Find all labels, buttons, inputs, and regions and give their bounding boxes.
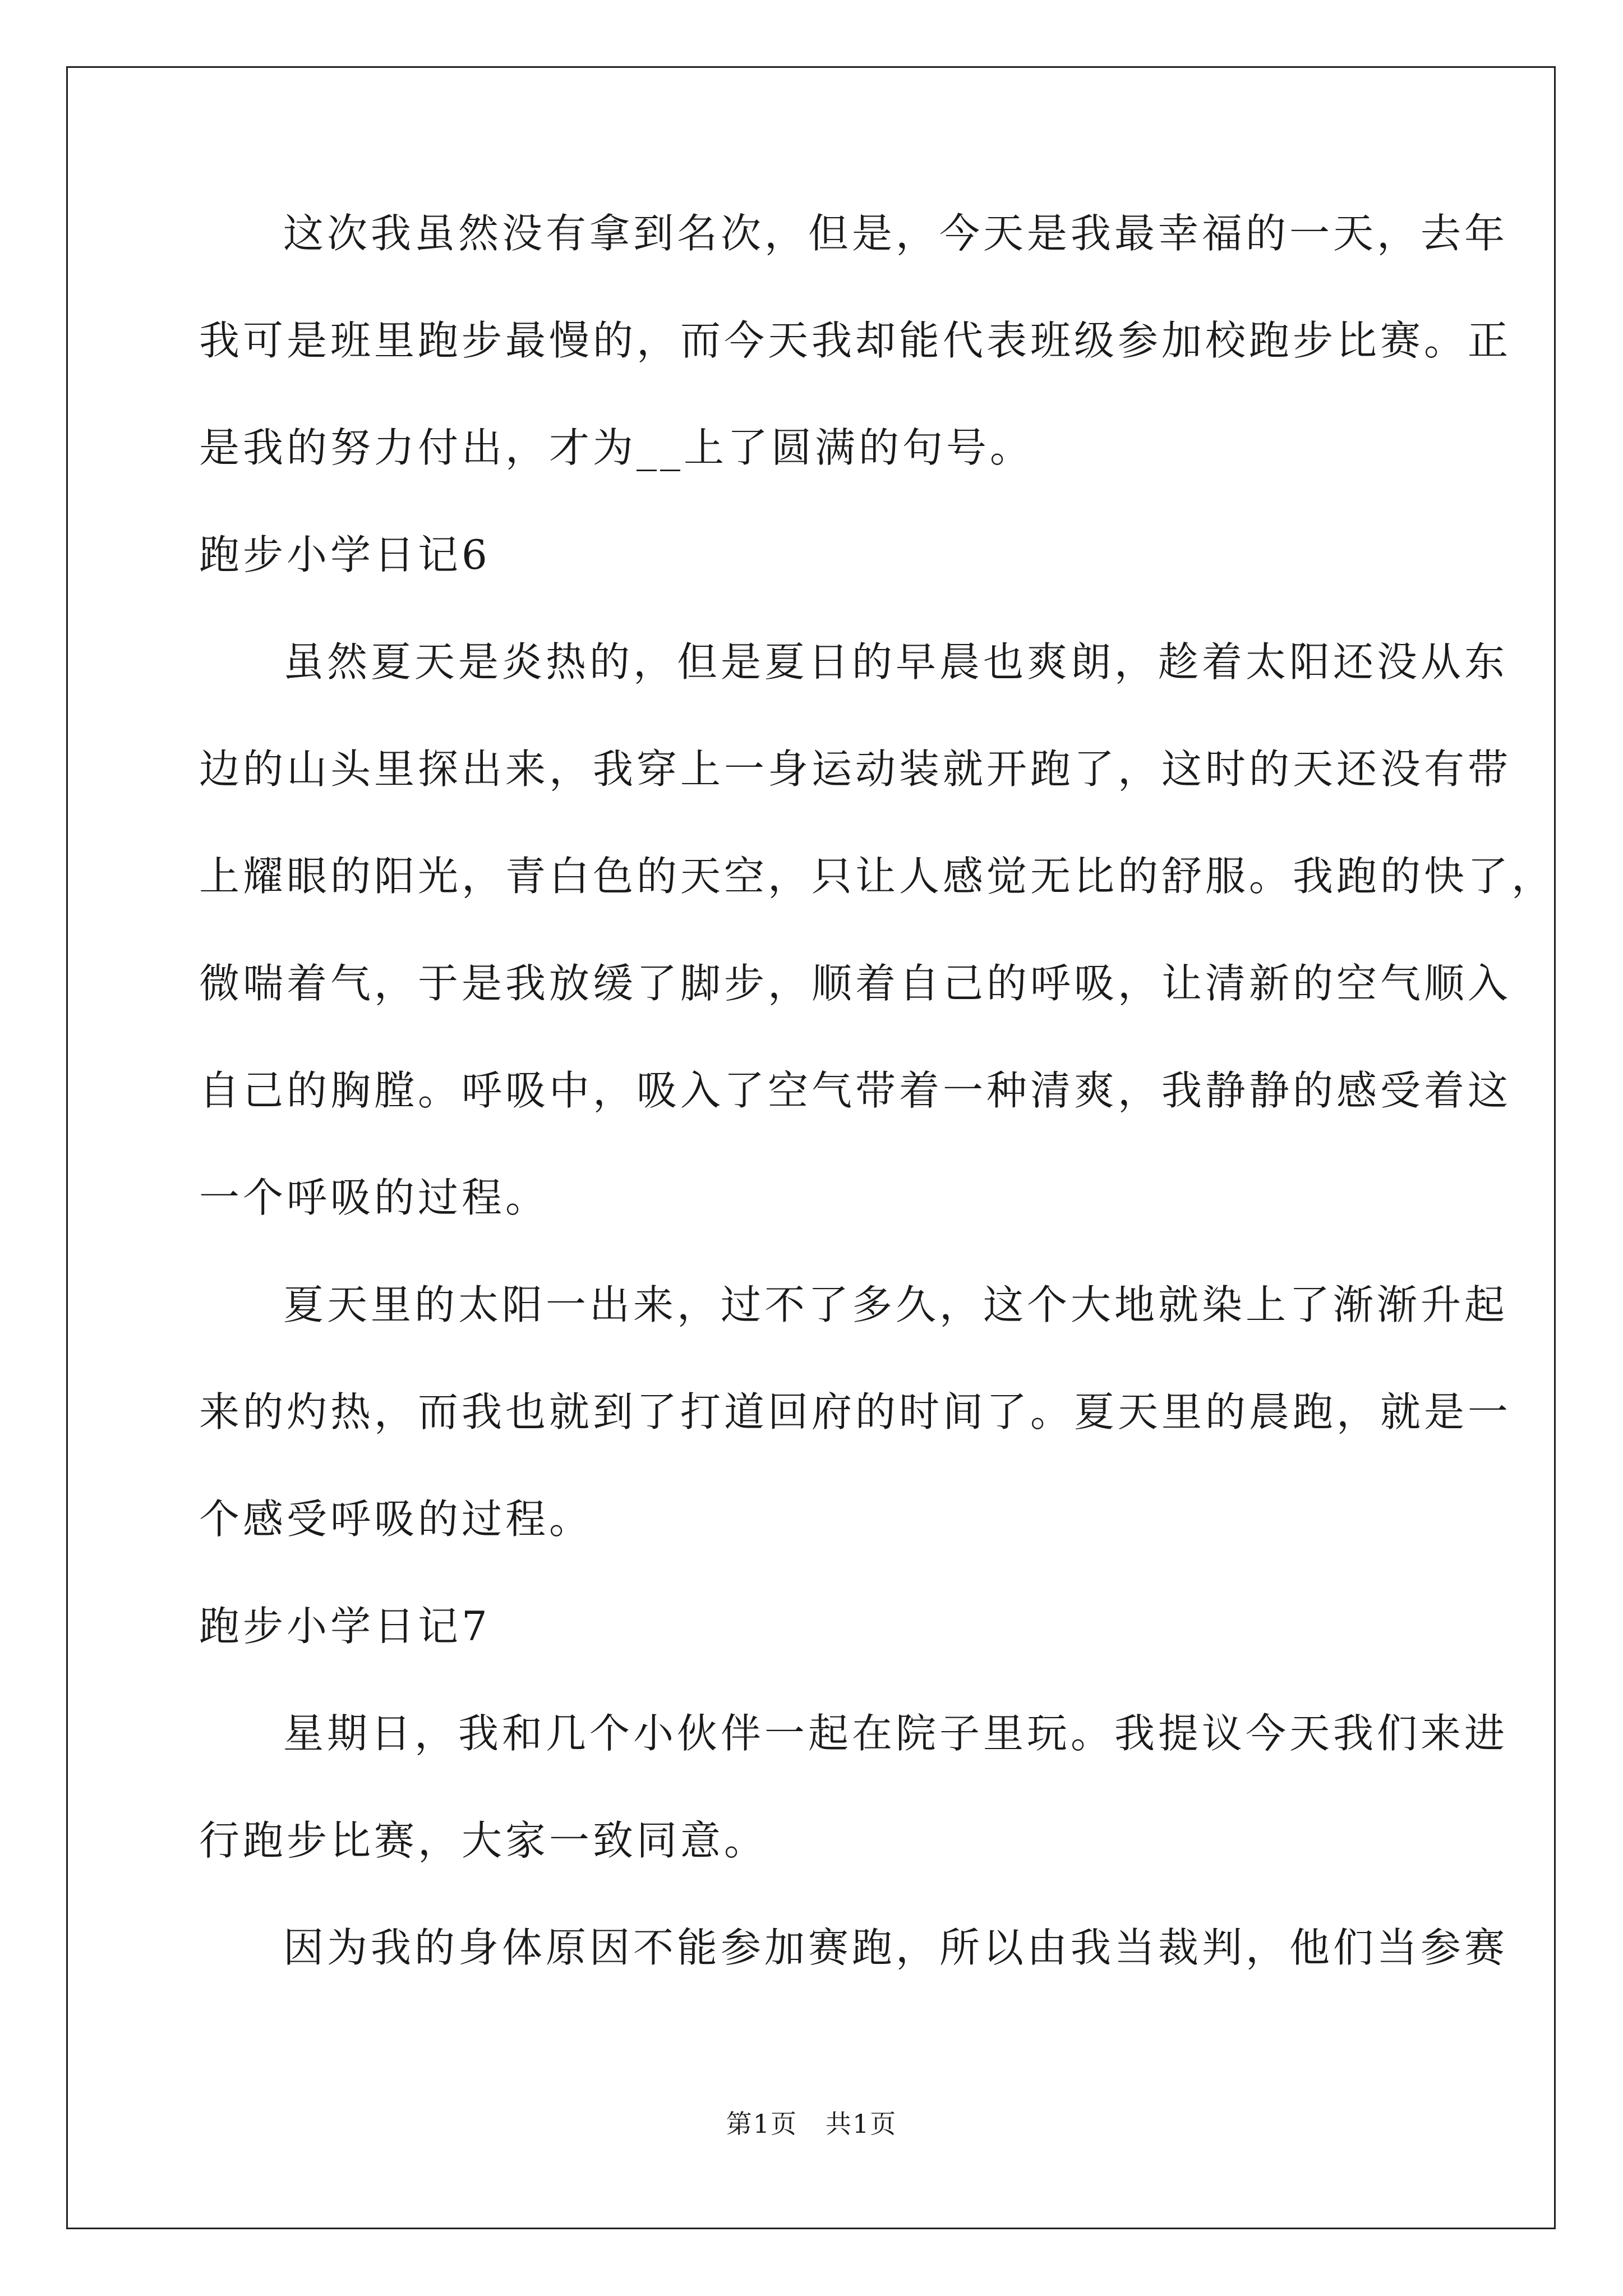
text-line: 这次我虽然没有拿到名次，但是，今天是我最幸福的一天，去年 xyxy=(283,210,1509,257)
text-line: 个感受呼吸的过程。 xyxy=(199,1496,593,1543)
text-line: 来的灼热，而我也就到了打道回府的时间了。夏天里的晨跑，就是一 xyxy=(199,1388,1512,1435)
text-line: 上耀眼的阳光，青白色的天空，只让人感觉无比的舒服。我跑的快了， xyxy=(199,853,1556,900)
document-body xyxy=(199,210,1556,2035)
page-footer xyxy=(0,2104,1623,2141)
section-heading: 跑步小学日记6 xyxy=(199,531,491,578)
text-line: 自己的胸膛。呼吸中，吸入了空气带着一种清爽，我静静的感受着这 xyxy=(199,1067,1512,1114)
text-line: 微喘着气，于是我放缓了脚步，顺着自己的呼吸，让清新的空气顺入 xyxy=(199,960,1512,1007)
text-line: 虽然夏天是炎热的，但是夏日的早晨也爽朗，趁着太阳还没从东 xyxy=(283,638,1509,685)
text-line: 因为我的身体原因不能参加赛跑，所以由我当裁判，他们当参赛 xyxy=(283,1924,1509,1971)
text-line: 一个呼吸的过程。 xyxy=(199,1174,550,1221)
text-line: 我可是班里跑步最慢的，而今天我却能代表班级参加校跑步比赛。正 xyxy=(199,317,1512,364)
text-line: 边的山头里探出来，我穿上一身运动装就开跑了，这时的天还没有带 xyxy=(199,746,1512,793)
text-line: 行跑步比赛，大家一致同意。 xyxy=(199,1817,768,1864)
text-line: 星期日，我和几个小伙伴一起在院子里玩。我提议今天我们来进 xyxy=(283,1710,1509,1757)
section-heading: 跑步小学日记7 xyxy=(199,1603,491,1650)
page-number: 第1页 xyxy=(726,2109,797,2139)
text-line: 夏天里的太阳一出来，过不了多久，这个大地就染上了渐渐升起 xyxy=(283,1281,1509,1328)
text-line: 是我的努力付出，才为__上了圆满的句号。 xyxy=(199,424,1034,471)
page-total: 共1页 xyxy=(826,2109,897,2139)
